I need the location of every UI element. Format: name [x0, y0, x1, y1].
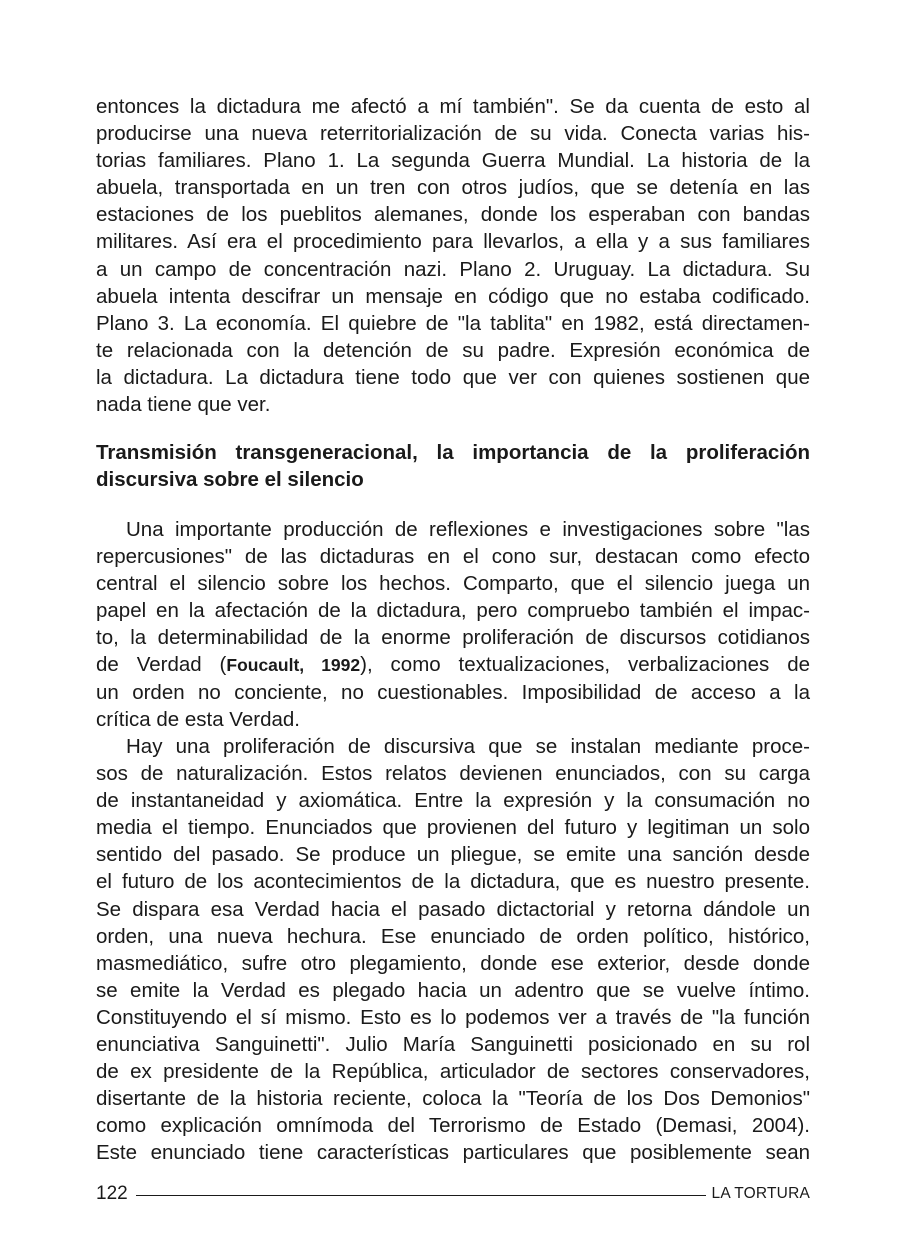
text-line: to, la determinabilidad de la enorme proliferación de discursos cotidianos [96, 626, 810, 650]
text-line: Hay una proliferación de discursiva que se instalan mediante proce- [126, 735, 810, 758]
text-line: Una importante producción de reflexiones e investigaciones sobre "las [126, 518, 810, 541]
citation: Foucault, 1992 [226, 655, 361, 676]
text-line: el futuro de los acontecimientos de la dictadura, que es nuestro presente. [96, 870, 810, 894]
paragraph-3 [96, 733, 810, 1167]
text-line: enunciativa Sanguinetti". Julio María Sanguinetti posicionado en su rol [96, 1033, 810, 1057]
heading-line: discursiva sobre el silencio [96, 468, 364, 492]
text-line: de instantaneidad y axiomática. Entre la expresión y la consumación no [96, 789, 810, 813]
text-line: te relacionada con la detención de su padre. Expresión económica de [96, 338, 810, 362]
text-line: sentido del pasado. Se produce un pliegue, se emite una sanción desde [96, 843, 810, 867]
text-line: sos de naturalización. Estos relatos devienen enunciados, con su carga [96, 762, 810, 786]
text-fragment: ), como textualizaciones, verbalizaciones de [360, 653, 810, 677]
text-line: media el tiempo. Enunciados que provienen del futuro y legitiman un solo [96, 816, 810, 840]
paragraph-2 [96, 516, 810, 733]
text-line: central el silencio sobre los hechos. Comparto, que el silencio juega un [96, 572, 810, 596]
text-line: militares. Así era el procedimiento para llevarlos, a ella y a sus familiares [96, 230, 810, 254]
text-line: papel en la afectación de la dictadura, pero compruebo también el impac- [96, 599, 810, 623]
text-line: de ex presidente de la República, articulador de sectores conservadores, [96, 1060, 810, 1084]
paragraph-1 [96, 93, 810, 418]
text-line: entonces la dictadura me afectó a mí también". Se da cuenta de esto al [96, 95, 810, 118]
text-line: abuela intenta descifrar un mensaje en código que no estaba codificado. [96, 284, 810, 308]
footer-rule [136, 1195, 706, 1196]
text-line: repercusiones" de las dictaduras en el cono sur, destacan como efecto [96, 545, 810, 569]
text-line: disertante de la historia reciente, coloca la "Teoría de los Dos Demonios" [96, 1087, 810, 1111]
page-number: 122 [96, 1183, 128, 1204]
text-line: producirse una nueva reterritorialización de su vida. Conecta varias his- [96, 122, 810, 146]
text-line: se emite la Verdad es plegado hacia un adentro que se vuelve íntimo. [96, 978, 810, 1002]
text-line: un orden no conciente, no cuestionables. Imposibilidad de acceso a la [96, 680, 810, 704]
text-line: la dictadura. La dictadura tiene todo que ver con quienes sostienen que [96, 365, 810, 389]
text-line: a un campo de concentración nazi. Plano 2. Uruguay. La dictadura. Su [96, 257, 810, 281]
text-fragment: de Verdad ( [96, 653, 227, 677]
text-line: masmediático, sufre otro plegamiento, donde ese exterior, desde donde [96, 951, 810, 975]
page-footer [96, 1181, 810, 1207]
heading-line: Transmisión transgeneracional, la importancia de la proliferación [96, 441, 810, 464]
text-line: abuela, transportada en un tren con otros judíos, que se detenía en las [96, 176, 810, 200]
text-line-with-citation [96, 651, 810, 678]
section-heading [96, 439, 810, 493]
text-line: Este enunciado tiene características particulares que posiblemente sean [96, 1141, 810, 1165]
text-line: estaciones de los pueblitos alemanes, donde los esperaban con bandas [96, 203, 810, 227]
running-title: LA TORTURA [711, 1185, 810, 1202]
text-line: Constituyendo el sí mismo. Esto es lo podemos ver a través de "la función [96, 1005, 810, 1029]
text-line: Se dispara esa Verdad hacia el pasado dictactorial y retorna dándole un [96, 897, 810, 921]
text-line: como explicación omnímoda del Terrorismo de Estado (Demasi, 2004). [96, 1114, 810, 1138]
text-line: orden, una nueva hechura. Ese enunciado de orden político, histórico, [96, 924, 810, 948]
text-line: nada tiene que ver. [96, 393, 271, 417]
text-line: Plano 3. La economía. El quiebre de "la tablita" en 1982, está directamen- [96, 311, 810, 335]
text-line: torias familiares. Plano 1. La segunda Guerra Mundial. La historia de la [96, 149, 810, 173]
text-line: crítica de esta Verdad. [96, 707, 300, 731]
